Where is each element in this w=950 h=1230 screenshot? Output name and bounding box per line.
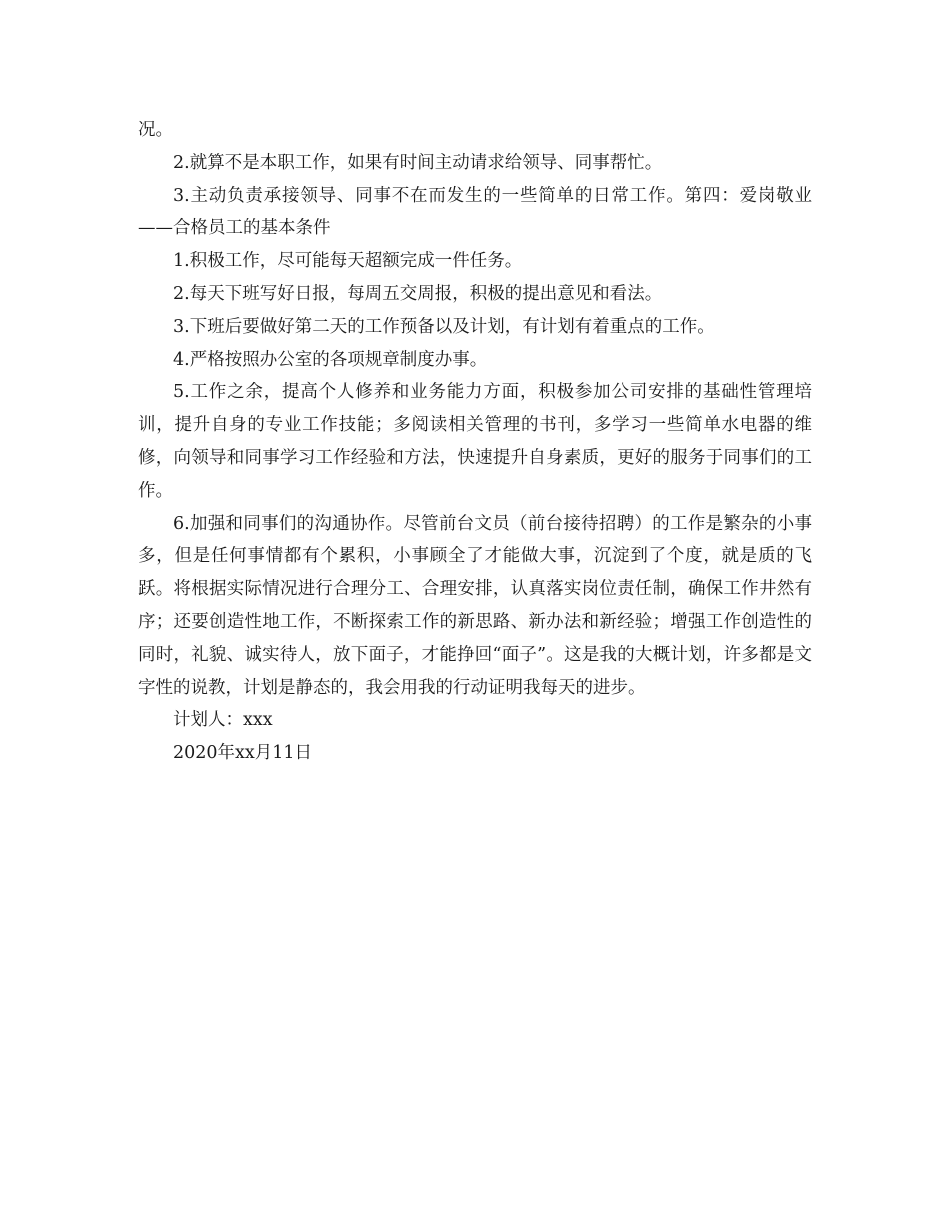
signature-planner: 计划人：xxx bbox=[173, 710, 273, 731]
paragraph-item-2-reports: 2.每天下班写好日报，每周五交周报，积极的提出意见和看法。 bbox=[173, 283, 663, 304]
paragraph-item-3-planning: 3.下班后要做好第二天的工作预备以及计划，有计划有着重点的工作。 bbox=[173, 316, 715, 337]
paragraph-continuation: 况。 bbox=[138, 120, 173, 140]
signature-date: 2020年xx月11日 bbox=[173, 743, 313, 764]
paragraph-item-5-self-improvement: 5.工作之余，提高个人修养和业务能力方面，积极参加公司安排的基础性管理培训，提升自身的专业工作技能；多阅读相关管理的书刊，多学习一些简单水电器的维修，向领导和同事学习工作经验和方法，快速提升自身素质，更好的服务于同事们的工作。 bbox=[138, 382, 812, 501]
document-body bbox=[138, 114, 812, 770]
paragraph-item-3-takeover: 3.主动负责承接领导、同事不在而发生的一些简单的日常工作。第四：爱岗敬业——合格员工的基本条件 bbox=[138, 185, 812, 239]
paragraph-item-6-cooperation: 6.加强和同事们的沟通协作。尽管前台文员（前台接待招聘）的工作是繁杂的小事多，但是任何事情都有个累积，小事顾全了才能做大事，沉淀到了个度，就是质的飞跃。将根据实际情况进行合理分工、合理安排，认真落实岗位责任制，确保工作井然有序；还要创造性地工作，不断探索工作的新思路、新办法和新经验；增强工作创造性的同时，礼貌、诚实待人，放下面子，才能挣回“面子”。这是我的大概计划，许多都是文字性的说教，计划是静态的，我会用我的行动证明我每天的进步。 bbox=[138, 513, 812, 698]
paragraph-item-4-rules: 4.严格按照办公室的各项规章制度办事。 bbox=[173, 349, 488, 370]
paragraph-item-1-active-work: 1.积极工作，尽可能每天超额完成一件任务。 bbox=[173, 251, 523, 272]
paragraph-item-2-help: 2.就算不是本职工作，如果有时间主动请求给领导、同事帮忙。 bbox=[173, 152, 663, 173]
